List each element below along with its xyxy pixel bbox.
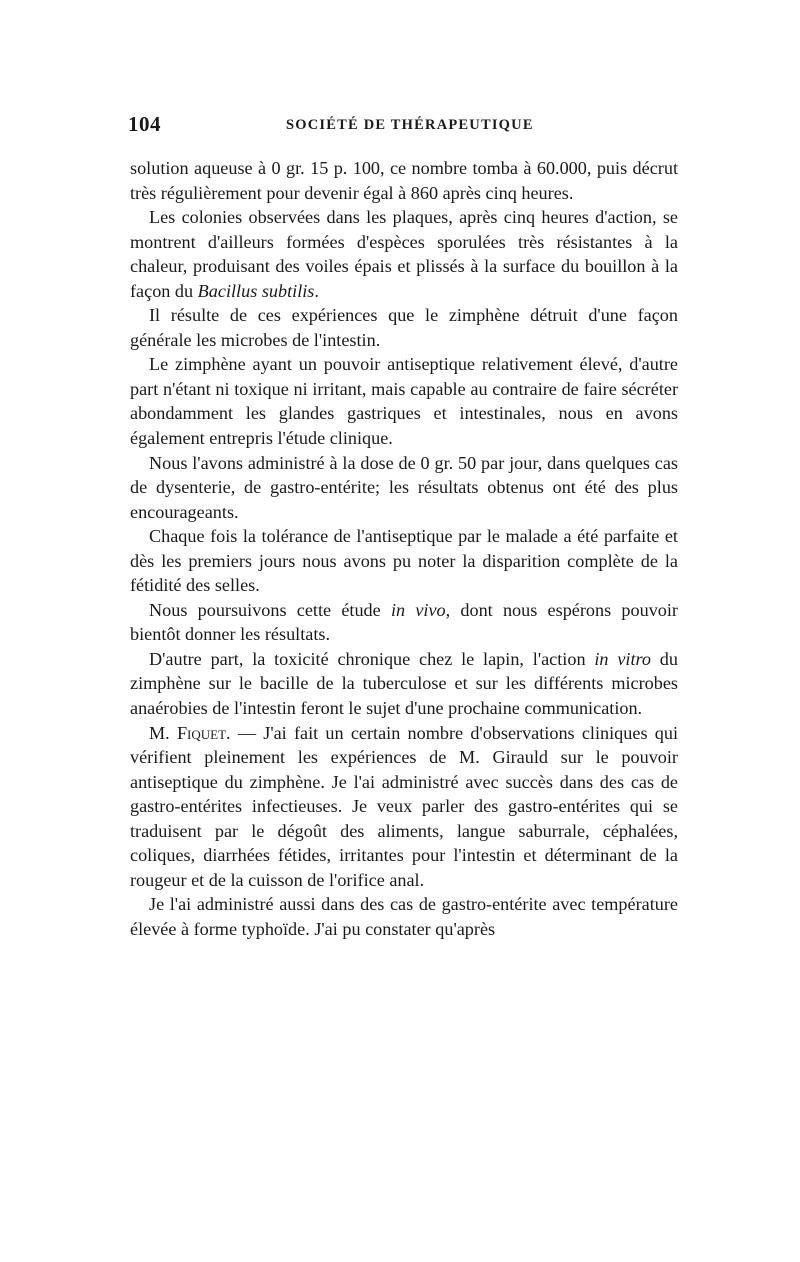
speaker-name: M. Fiquet. — [149, 722, 231, 743]
paragraph — [130, 647, 678, 721]
paragraph-text: du zimphène sur le bacille de la tuberculose et sur les différents microbes anaérobies de l'intestin feront le sujet d'une prochaine communication. — [130, 648, 678, 719]
paragraph-text: Nous l'avons administré à la dose de 0 gr. 50 par jour, dans quelques cas de dysenterie, de gastro-entérite; les résultats obtenus ont été des plus encourageants. — [130, 452, 678, 522]
paragraph-text: Je l'ai administré aussi dans des cas de gastro-entérite avec température élevée à forme typhoïde. J'ai pu constater qu'après — [130, 894, 678, 939]
paragraph — [130, 598, 678, 647]
italic-term: Bacillus subtilis — [197, 280, 315, 301]
paragraph-text: Les colonies observées dans les plaques, après cinq heures d'action, se montrent d'ailleurs formées d'espèces sporulées très résistantes à la chaleur, produisant des voiles épais et plissés à la surface du bouillon à la façon du — [130, 207, 678, 301]
body-text — [130, 156, 678, 942]
paragraph-text: Nous poursuivons cette étude — [149, 599, 391, 620]
paragraph — [130, 156, 678, 205]
paragraph — [130, 303, 678, 352]
paragraph — [130, 892, 678, 941]
paragraph — [130, 524, 678, 598]
paragraph-text: solution aqueuse à 0 gr. 15 p. 100, ce nombre tomba à 60.000, puis décrut très régulièrement pour devenir égal à 860 après cinq heures. — [130, 158, 678, 203]
paragraph — [130, 451, 678, 525]
italic-term: in vivo — [390, 599, 446, 620]
paragraph-text: . — [314, 280, 319, 301]
page-header — [128, 112, 680, 142]
paragraph — [130, 205, 678, 303]
paragraph-text: D'autre part, la toxicité chronique chez le lapin, l'action — [149, 648, 595, 669]
paragraph-text: , dont nous espérons pouvoir bientôt donner les résultats. — [130, 599, 678, 645]
paragraph-text: — J'ai fait un certain nombre d'observations cliniques qui vérifient pleinement les expériences de M. Girauld sur le pouvoir antiseptique du zimphène. Je l'ai administré avec succès dans des cas de gastro-entérites infectieuses. Je veux parler des gastro-entérites qui se traduisent par le dégoût des aliments, langue saburrale, céphalées, coliques, diarrhées fétides, irritantes pour l'intestin et déterminant de la rougeur et de la cuisson de l'orifice anal. — [130, 722, 678, 890]
paragraph-text: Le zimphène ayant un pouvoir antiseptique relativement élevé, d'autre part n'étant ni toxique ni irritant, mais capable au contraire de faire sécréter abondamment les glandes gastriques et intestinales, nous en avons également entrepris l'étude clinique. — [130, 354, 678, 449]
italic-term: in vitro — [594, 648, 651, 669]
paragraph-text: Chaque fois la tolérance de l'antiseptique par le malade a été parfaite et dès les premiers jours nous avons pu noter la disparition complète de la fétidité des selles. — [130, 526, 678, 596]
paragraph — [130, 352, 678, 450]
paragraph-text: Il résulte de ces expériences que le zimphène détruit d'une façon générale les microbes de l'intestin. — [130, 305, 678, 350]
page-number: 104 — [128, 112, 161, 136]
running-head: SOCIÉTÉ DE THÉRAPEUTIQUE — [286, 117, 534, 133]
paragraph — [130, 721, 678, 893]
